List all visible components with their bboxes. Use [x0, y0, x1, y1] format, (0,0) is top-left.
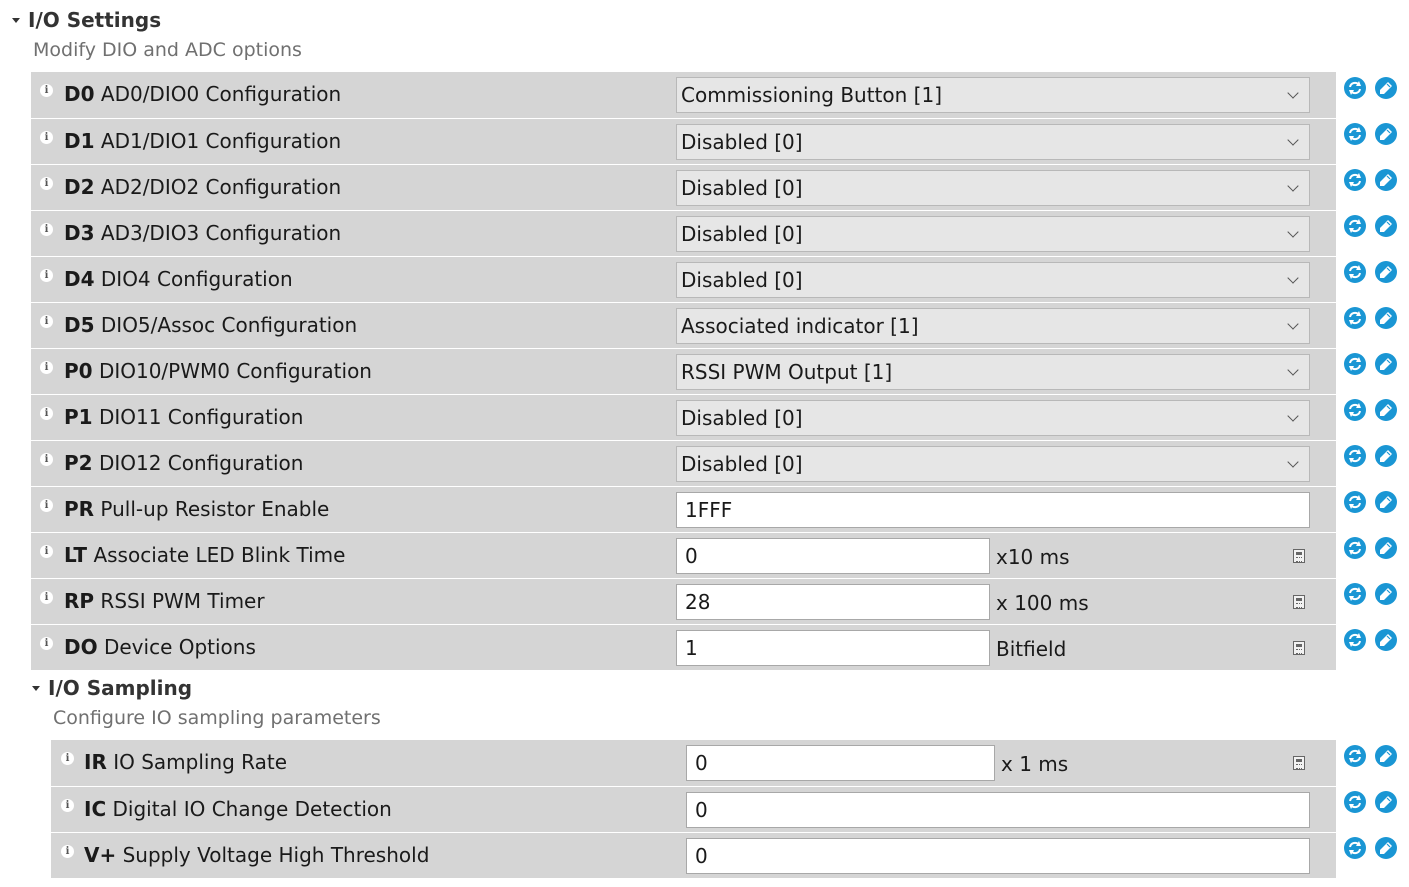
setting-input[interactable]: 28	[676, 584, 990, 620]
write-pencil-icon[interactable]	[1375, 491, 1397, 513]
info-icon[interactable]: i	[40, 453, 53, 466]
io-sampling-header[interactable]	[32, 676, 192, 700]
write-pencil-icon[interactable]	[1375, 261, 1397, 283]
setting-row-d2	[31, 164, 1336, 210]
setting-row-d3	[31, 210, 1336, 256]
chevron-down-icon	[1287, 364, 1298, 375]
setting-unit: Bitfield	[996, 637, 1067, 661]
info-icon[interactable]: i	[61, 845, 74, 858]
setting-label	[64, 175, 341, 199]
chevron-down-icon	[1287, 180, 1298, 191]
info-icon[interactable]: i	[40, 131, 53, 144]
setting-dropdown[interactable]	[676, 124, 1310, 160]
calculator-icon[interactable]	[1293, 549, 1305, 563]
setting-input[interactable]: 0	[686, 792, 1310, 828]
read-refresh-icon[interactable]	[1344, 745, 1366, 767]
row-actions	[1344, 629, 1404, 655]
setting-dropdown[interactable]	[676, 400, 1310, 436]
setting-code: D3	[64, 221, 95, 245]
info-icon[interactable]: i	[40, 315, 53, 328]
setting-row-p0	[31, 348, 1336, 394]
setting-code: D0	[64, 82, 95, 106]
setting-row-rp	[31, 578, 1336, 624]
setting-label	[64, 543, 345, 567]
setting-code: P0	[64, 359, 93, 383]
row-actions	[1344, 261, 1404, 287]
setting-code: RP	[64, 589, 95, 613]
setting-row-vplus	[51, 832, 1336, 878]
write-pencil-icon[interactable]	[1375, 629, 1397, 651]
setting-name: AD2/DIO2 Configuration	[100, 175, 342, 199]
setting-label	[84, 750, 287, 774]
setting-row-ic	[51, 786, 1336, 832]
setting-dropdown[interactable]	[676, 170, 1310, 206]
write-pencil-icon[interactable]	[1375, 399, 1397, 421]
setting-name: DIO10/PWM0 Configuration	[98, 359, 372, 383]
setting-unit: x 100 ms	[996, 591, 1089, 615]
dropdown-value: Disabled [0]	[681, 130, 803, 154]
setting-input[interactable]: 0	[676, 538, 990, 574]
setting-label	[64, 589, 265, 613]
setting-name: AD1/DIO1 Configuration	[100, 129, 342, 153]
setting-label	[64, 267, 293, 291]
write-pencil-icon[interactable]	[1375, 353, 1397, 375]
setting-dropdown[interactable]	[676, 354, 1310, 390]
io-sampling-panel	[51, 740, 1336, 878]
row-actions	[1344, 123, 1404, 149]
info-icon[interactable]: i	[40, 407, 53, 420]
setting-name: DIO4 Configuration	[100, 267, 293, 291]
setting-dropdown[interactable]	[676, 216, 1310, 252]
dropdown-value: Disabled [0]	[681, 222, 803, 246]
write-pencil-icon[interactable]	[1375, 215, 1397, 237]
row-actions	[1344, 77, 1404, 103]
setting-name: AD0/DIO0 Configuration	[100, 82, 342, 106]
io-settings-panel	[31, 72, 1336, 670]
dropdown-value: RSSI PWM Output [1]	[681, 360, 893, 384]
setting-label	[64, 497, 329, 521]
setting-name: Device Options	[103, 635, 256, 659]
setting-row-d0	[31, 72, 1336, 118]
read-refresh-icon[interactable]	[1344, 353, 1366, 375]
setting-dropdown[interactable]	[676, 446, 1310, 482]
setting-code: D5	[64, 313, 95, 337]
setting-code: IC	[84, 797, 107, 821]
row-actions	[1344, 307, 1404, 333]
row-actions	[1344, 353, 1404, 379]
dropdown-value: Disabled [0]	[681, 452, 803, 476]
setting-code: P1	[64, 405, 93, 429]
setting-label	[64, 359, 372, 383]
row-actions	[1344, 837, 1404, 863]
write-pencil-icon[interactable]	[1375, 791, 1397, 813]
dropdown-value: Disabled [0]	[681, 268, 803, 292]
info-icon[interactable]: i	[40, 499, 53, 512]
row-actions	[1344, 745, 1404, 771]
setting-input[interactable]: 0	[686, 745, 995, 781]
setting-row-do	[31, 624, 1336, 670]
read-refresh-icon[interactable]	[1344, 123, 1366, 145]
setting-unit: x 1 ms	[1001, 752, 1069, 776]
setting-name: Associate LED Blink Time	[93, 543, 346, 567]
setting-label	[64, 221, 341, 245]
info-icon[interactable]: i	[40, 361, 53, 374]
dropdown-value: Associated indicator [1]	[681, 314, 919, 338]
section-title: I/O Settings	[28, 8, 162, 32]
dropdown-value: Disabled [0]	[681, 176, 803, 200]
setting-input[interactable]: 1FFF	[676, 492, 1310, 528]
setting-label	[64, 635, 256, 659]
info-icon[interactable]: i	[40, 223, 53, 236]
setting-dropdown[interactable]	[676, 77, 1310, 113]
setting-label	[64, 451, 303, 475]
setting-input[interactable]: 1	[676, 630, 990, 666]
section-description: Configure IO sampling parameters	[53, 707, 381, 729]
setting-unit: x10 ms	[996, 545, 1070, 569]
info-icon[interactable]: i	[40, 637, 53, 650]
setting-code: DO	[64, 635, 98, 659]
chevron-down-icon	[1287, 134, 1298, 145]
setting-label	[84, 843, 429, 867]
chevron-down-icon	[1287, 272, 1298, 283]
read-refresh-icon[interactable]	[1344, 537, 1366, 559]
write-pencil-icon[interactable]	[1375, 123, 1397, 145]
setting-name: Digital IO Change Detection	[112, 797, 392, 821]
info-icon[interactable]: i	[40, 545, 53, 558]
chevron-down-icon	[1287, 456, 1298, 467]
write-pencil-icon[interactable]	[1375, 745, 1397, 767]
write-pencil-icon[interactable]	[1375, 169, 1397, 191]
row-actions	[1344, 169, 1404, 195]
info-icon[interactable]: i	[40, 269, 53, 282]
setting-label	[64, 82, 341, 106]
dropdown-value: Disabled [0]	[681, 406, 803, 430]
row-actions	[1344, 537, 1404, 563]
info-icon[interactable]: i	[61, 752, 74, 765]
read-refresh-icon[interactable]	[1344, 169, 1366, 191]
setting-name: DIO12 Configuration	[98, 451, 304, 475]
info-icon[interactable]: i	[61, 799, 74, 812]
write-pencil-icon[interactable]	[1375, 837, 1397, 859]
write-pencil-icon[interactable]	[1375, 583, 1397, 605]
setting-code: V+	[84, 843, 117, 867]
setting-row-p2	[31, 440, 1336, 486]
setting-code: D2	[64, 175, 95, 199]
setting-name: AD3/DIO3 Configuration	[100, 221, 342, 245]
row-actions	[1344, 445, 1404, 471]
read-refresh-icon[interactable]	[1344, 399, 1366, 421]
read-refresh-icon[interactable]	[1344, 491, 1366, 513]
info-icon[interactable]: i	[40, 84, 53, 97]
setting-name: Supply Voltage High Threshold	[122, 843, 430, 867]
setting-code: P2	[64, 451, 93, 475]
read-refresh-icon[interactable]	[1344, 791, 1366, 813]
calculator-icon[interactable]	[1293, 756, 1305, 770]
section-title: I/O Sampling	[48, 676, 193, 700]
setting-row-lt	[31, 532, 1336, 578]
setting-row-ir	[51, 740, 1336, 786]
setting-code: IR	[84, 750, 107, 774]
chevron-down-icon	[1287, 87, 1298, 98]
io-settings-header[interactable]	[12, 8, 161, 32]
setting-dropdown[interactable]	[676, 308, 1310, 344]
read-refresh-icon[interactable]	[1344, 837, 1366, 859]
read-refresh-icon[interactable]	[1344, 583, 1366, 605]
info-icon[interactable]: i	[40, 177, 53, 190]
setting-name: DIO11 Configuration	[98, 405, 304, 429]
calculator-icon[interactable]	[1293, 641, 1305, 655]
row-actions	[1344, 399, 1404, 425]
setting-label	[84, 797, 392, 821]
setting-name: Pull-up Resistor Enable	[100, 497, 330, 521]
setting-name: RSSI PWM Timer	[100, 589, 265, 613]
write-pencil-icon[interactable]	[1375, 307, 1397, 329]
section-description: Modify DIO and ADC options	[33, 39, 302, 61]
chevron-down-icon	[1287, 410, 1298, 421]
setting-dropdown[interactable]	[676, 262, 1310, 298]
setting-row-pr	[31, 486, 1336, 532]
dropdown-value: Commissioning Button [1]	[681, 83, 942, 107]
row-actions	[1344, 583, 1404, 609]
read-refresh-icon[interactable]	[1344, 629, 1366, 651]
setting-row-p1	[31, 394, 1336, 440]
setting-name: IO Sampling Rate	[113, 750, 288, 774]
read-refresh-icon[interactable]	[1344, 77, 1366, 99]
read-refresh-icon[interactable]	[1344, 261, 1366, 283]
setting-row-d4	[31, 256, 1336, 302]
row-actions	[1344, 491, 1404, 517]
setting-code: D4	[64, 267, 95, 291]
chevron-down-icon	[1287, 318, 1298, 329]
setting-input[interactable]: 0	[686, 838, 1310, 874]
info-icon[interactable]: i	[40, 591, 53, 604]
setting-row-d5	[31, 302, 1336, 348]
setting-label	[64, 129, 341, 153]
read-refresh-icon[interactable]	[1344, 307, 1366, 329]
calculator-icon[interactable]	[1293, 595, 1305, 609]
setting-row-d1	[31, 118, 1336, 164]
write-pencil-icon[interactable]	[1375, 77, 1397, 99]
setting-code: PR	[64, 497, 95, 521]
row-actions	[1344, 215, 1404, 241]
row-actions	[1344, 791, 1404, 817]
write-pencil-icon[interactable]	[1375, 445, 1397, 467]
setting-code: LT	[64, 543, 88, 567]
write-pencil-icon[interactable]	[1375, 537, 1397, 559]
collapse-arrow-icon[interactable]	[32, 686, 40, 691]
read-refresh-icon[interactable]	[1344, 445, 1366, 467]
setting-label	[64, 405, 303, 429]
chevron-down-icon	[1287, 226, 1298, 237]
read-refresh-icon[interactable]	[1344, 215, 1366, 237]
collapse-arrow-icon[interactable]	[12, 18, 20, 23]
setting-code: D1	[64, 129, 95, 153]
setting-label	[64, 313, 357, 337]
setting-name: DIO5/Assoc Configuration	[100, 313, 358, 337]
